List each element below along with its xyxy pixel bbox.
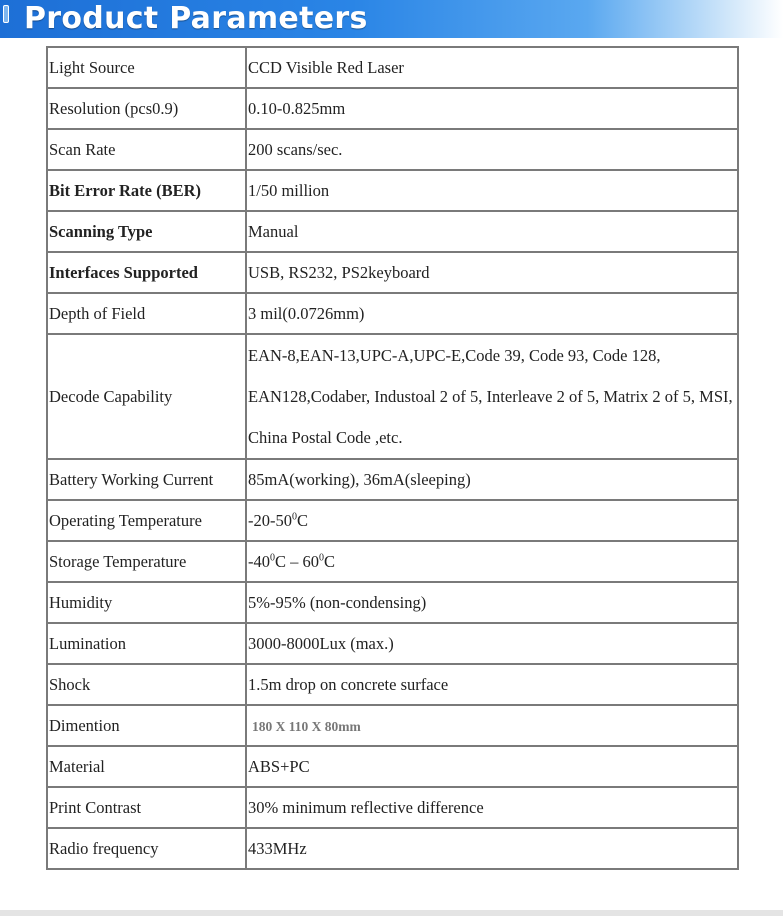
value-superscript: 0 — [292, 511, 297, 522]
param-label: Bit Error Rate (BER) — [47, 170, 246, 211]
table-row — [47, 541, 738, 582]
value-part: C — [297, 510, 309, 530]
param-label: Storage Temperature — [47, 541, 246, 582]
param-value: 0.10-0.825mm — [246, 88, 738, 129]
param-value — [246, 705, 738, 746]
param-value: ABS+PC — [246, 746, 738, 787]
table-row — [47, 170, 738, 211]
table-row — [47, 746, 738, 787]
param-label: Material — [47, 746, 246, 787]
table-row — [47, 129, 738, 170]
value-superscript: 0 — [270, 552, 275, 563]
bottom-divider — [0, 910, 783, 916]
param-value — [246, 500, 738, 541]
param-label: Interfaces Supported — [47, 252, 246, 293]
param-label: Light Source — [47, 47, 246, 88]
param-label: Lumination — [47, 623, 246, 664]
param-value: 1/50 million — [246, 170, 738, 211]
param-value: 5%-95% (non-condensing) — [246, 582, 738, 623]
param-label: Resolution (pcs0.9) — [47, 88, 246, 129]
param-value: 1.5m drop on concrete surface — [246, 664, 738, 705]
table-row — [47, 582, 738, 623]
table-row — [47, 705, 738, 746]
table-row — [47, 293, 738, 334]
param-value: 3 mil(0.0726mm) — [246, 293, 738, 334]
param-label: Dimention — [47, 705, 246, 746]
param-value: 85mA(working), 36mA(sleeping) — [246, 459, 738, 500]
param-value — [246, 541, 738, 582]
param-label: Scanning Type — [47, 211, 246, 252]
param-value: 30% minimum reflective difference — [246, 787, 738, 828]
value-part: -40 — [248, 551, 270, 571]
param-label: Radio frequency — [47, 828, 246, 869]
value-part: C – 60 — [275, 551, 320, 571]
param-label: Shock — [47, 664, 246, 705]
param-value: CCD Visible Red Laser — [246, 47, 738, 88]
table-row — [47, 211, 738, 252]
table-row — [47, 334, 738, 459]
table-row — [47, 252, 738, 293]
value-part: C — [324, 551, 336, 571]
value-superscript: 0 — [319, 552, 325, 563]
param-label: Print Contrast — [47, 787, 246, 828]
page-title: Product Parameters — [24, 1, 368, 36]
param-label: Battery Working Current — [47, 459, 246, 500]
table-row — [47, 88, 738, 129]
table-row — [47, 500, 738, 541]
dimension-value: 180 X 110 X 80mm — [252, 718, 361, 734]
param-value: 433MHz — [246, 828, 738, 869]
param-label: Decode Capability — [47, 334, 246, 459]
table-row — [47, 787, 738, 828]
param-label: Depth of Field — [47, 293, 246, 334]
parameters-table — [46, 46, 739, 870]
header-banner — [0, 0, 783, 38]
table-row — [47, 664, 738, 705]
param-value: USB, RS232, PS2keyboard — [246, 252, 738, 293]
table-row — [47, 47, 738, 88]
table-row — [47, 623, 738, 664]
param-value: EAN-8,EAN-13,UPC-A,UPC-E,Code 39, Code 93, Code 128, EAN128,Codaber, Industoal 2 of 5, Interleave 2 of 5, Matrix 2 of 5, MSI, China Postal Code ,etc. — [246, 334, 738, 459]
param-label: Operating Temperature — [47, 500, 246, 541]
param-value: 200 scans/sec. — [246, 129, 738, 170]
table-row — [47, 459, 738, 500]
param-value: 3000-8000Lux (max.) — [246, 623, 738, 664]
table-row — [47, 828, 738, 869]
param-value: Manual — [246, 211, 738, 252]
value-part: -20-50 — [248, 510, 292, 530]
param-label: Scan Rate — [47, 129, 246, 170]
param-label: Humidity — [47, 582, 246, 623]
header-accent-bar — [3, 5, 9, 23]
